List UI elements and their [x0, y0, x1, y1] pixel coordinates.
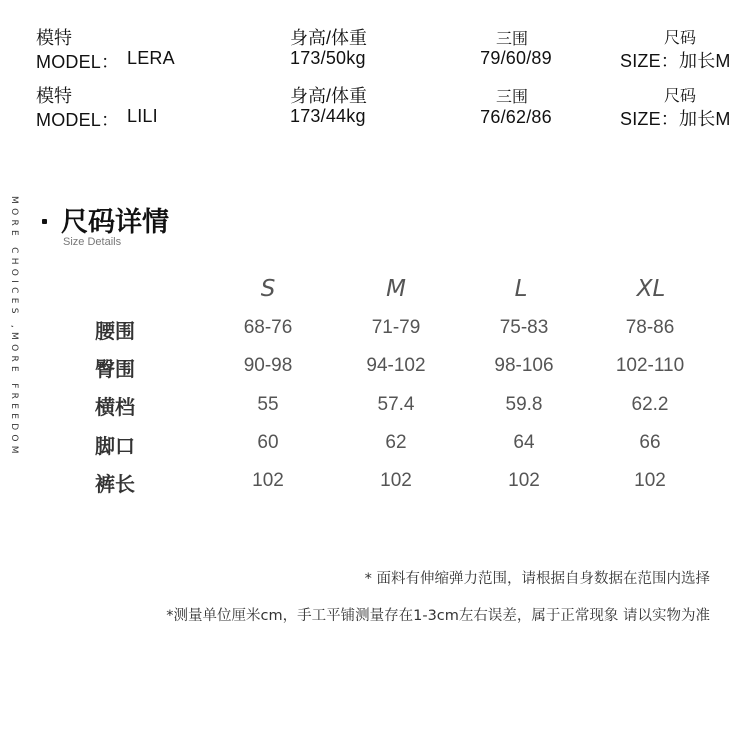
model-en-label: MODEL：: [36, 52, 120, 72]
table-cell: 102: [252, 470, 284, 491]
size-header-m: M: [386, 276, 406, 302]
size-header-s: S: [260, 276, 276, 302]
size-label: 尺码: [663, 30, 696, 47]
table-cell: 71-79: [371, 317, 421, 338]
measurements-label: 三围: [495, 89, 528, 106]
table-cell: 68-76: [243, 317, 293, 338]
row-label: 腰围: [95, 319, 135, 343]
model-name: LILI: [127, 106, 158, 126]
row-label: 横档: [95, 395, 135, 419]
table-cell: 102: [508, 470, 540, 491]
row-label: 脚口: [95, 434, 135, 458]
measurements-value: 79/60/89: [480, 48, 552, 68]
height-weight-label: 身高/体重: [290, 86, 368, 106]
row-label: 臀围: [95, 357, 135, 381]
size-header-xl: XL: [636, 276, 666, 302]
size-label: 尺码: [663, 88, 696, 105]
side-slogan: MORE CHOICES ,MORE FREEDOM: [9, 196, 19, 458]
model-cn-label: 模特: [36, 28, 72, 48]
table-cell: 59.8: [505, 394, 543, 415]
measurements-value: 76/62/86: [480, 107, 552, 127]
table-cell: 60: [257, 432, 279, 453]
table-cell: 57.4: [377, 394, 415, 415]
model-name: LERA: [127, 48, 175, 68]
measurements-label: 三围: [495, 31, 528, 48]
table-cell: 64: [513, 432, 535, 453]
table-cell: 62: [385, 432, 407, 453]
table-cell: 66: [639, 432, 661, 453]
bullet-dot-icon: [42, 219, 47, 224]
model-en-label: MODEL：: [36, 110, 120, 130]
note-measurement: *测量单位厘米cm，手工平铺测量存在1-3cm左右误差，属于正常现象 请以实物为准: [166, 608, 710, 624]
table-cell: 102: [380, 470, 412, 491]
height-weight-label: 身高/体重: [290, 28, 368, 48]
section-title-text: 尺码详情: [61, 207, 169, 238]
table-cell: 55: [257, 394, 279, 415]
row-label: 裤长: [95, 472, 135, 496]
height-weight-value: 173/44kg: [290, 106, 366, 126]
section-title: [42, 200, 169, 239]
note-elasticity: * 面料有伸缩弹力范围，请根据自身数据在范围内选择: [364, 571, 710, 587]
size-header-l: L: [514, 276, 528, 302]
table-cell: 102: [634, 470, 666, 491]
table-cell: 98-106: [494, 355, 554, 376]
height-weight-value: 173/50kg: [290, 48, 366, 68]
table-cell: 102-110: [615, 355, 685, 376]
table-cell: 62.2: [631, 394, 669, 415]
size-value: SIZE：加长M: [620, 109, 731, 129]
size-value: SIZE：加长M: [620, 51, 731, 71]
table-cell: 75-83: [499, 317, 549, 338]
table-cell: 90-98: [243, 355, 293, 376]
section-subtitle: Size Details: [63, 236, 122, 248]
table-cell: 94-102: [366, 355, 426, 376]
table-cell: 78-86: [625, 317, 675, 338]
model-cn-label: 模特: [36, 86, 72, 106]
